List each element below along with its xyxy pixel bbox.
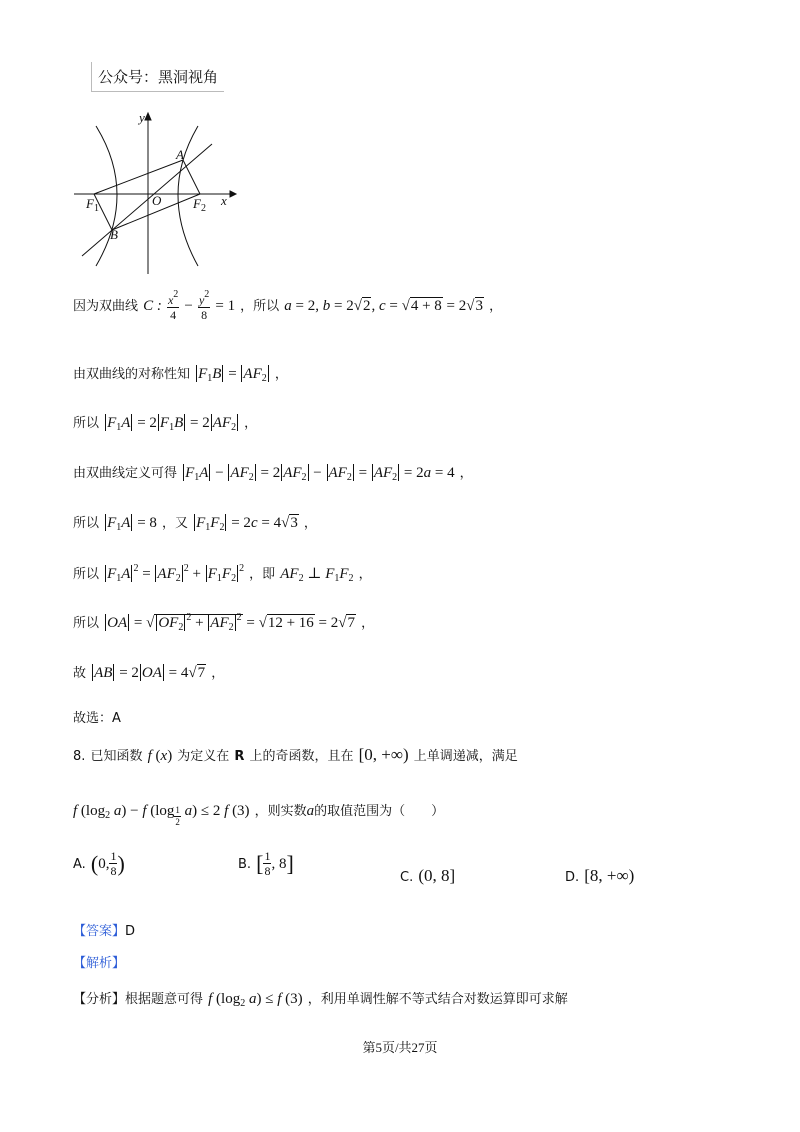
solution-line-8: 故 AB = 2 OA = 4√7 ， — [73, 665, 225, 681]
option-D[interactable]: D. [8, +∞) — [565, 866, 635, 885]
option-B[interactable]: B. [ $\frac{1}{8}$ , 8] — [238, 849, 294, 878]
analysis-label: 【解析】 — [73, 956, 126, 971]
x-axis-arrow — [230, 191, 236, 197]
y-axis-arrow — [145, 113, 151, 120]
label-y: y — [139, 110, 145, 125]
label-F2: $F_2$ — [193, 196, 206, 214]
solution-line-4: 由双曲线定义可得 $F_1A - AF_2 = 2$ $AF_2 - AF_2 = AF_2 = 2a = 4$ ， — [73, 465, 473, 483]
label-F1: $F_1$ — [86, 196, 99, 214]
solution-line-5: 所以 $F_1A = 8$ ，又 $F_1F_2 = 2c = 4√3$ ， — [73, 515, 317, 533]
line-AF2 — [183, 160, 200, 194]
fenxi-line: 【分析】根据题意可得 f ($\log_2$ a) ≤ f (3) ，利用单调性解不等式结合对数运算即可求解 — [73, 991, 568, 1009]
problem-8-line-2: f ($\log_2$ a) − f (log $\frac{1}{2}$ a) ≤ 2 f (3) ，则实数a的取值范围为（ ） — [73, 803, 445, 827]
label-O: O — [152, 193, 162, 208]
answer-line — [73, 920, 135, 939]
choice-line: 故选：A — [73, 711, 121, 726]
page-footer: 第5页/共27页 — [362, 1040, 438, 1055]
option-A[interactable]: A. (0, $\frac{1}{8}$ ) — [73, 849, 125, 878]
label-B: B — [110, 227, 118, 242]
line-F1A — [94, 160, 183, 194]
label-x: x — [221, 193, 227, 208]
solution-line-1: 因为双曲线 C : $\frac{x^2}{4}$ − $\frac{y^2}{8}$ = 1 ，所以 a = 2, b = 2√2, c = √4 + 8 = 2√3 ， — [73, 289, 503, 322]
solution-line-6: 所以 $F_1A$ $^2 = AF_2^2 + F_1F_2^2$ ，即 $AF_2$ ⊥ $F_1F_2$ ， — [73, 563, 372, 584]
solution-line-3: 所以 $F_1A = 2$ $F_1B = 2$ $AF_2$ ， — [73, 415, 258, 433]
answer-label: 【答案】 — [73, 924, 126, 939]
watermark: 公众号：黑洞视角 — [91, 62, 224, 92]
label-A: A — [176, 147, 184, 162]
option-C[interactable]: C. (0, 8] — [400, 866, 456, 885]
answer-value: D — [125, 924, 136, 939]
problem-8-line-1: 8. 已知函数 f (x) 为定义在 R 上的奇函数，且在 [0, +∞) 上单调递减，满足 — [73, 745, 518, 764]
left-branch — [96, 126, 117, 266]
solution-line-2: 由双曲线的对称性知 $F_1B = AF_2$ ， — [73, 366, 288, 384]
solution-line-7: 所以 OA = √ $OF_2^2 + AF_2^2 = √12 + 16 = 2√7$ ， — [73, 612, 375, 633]
